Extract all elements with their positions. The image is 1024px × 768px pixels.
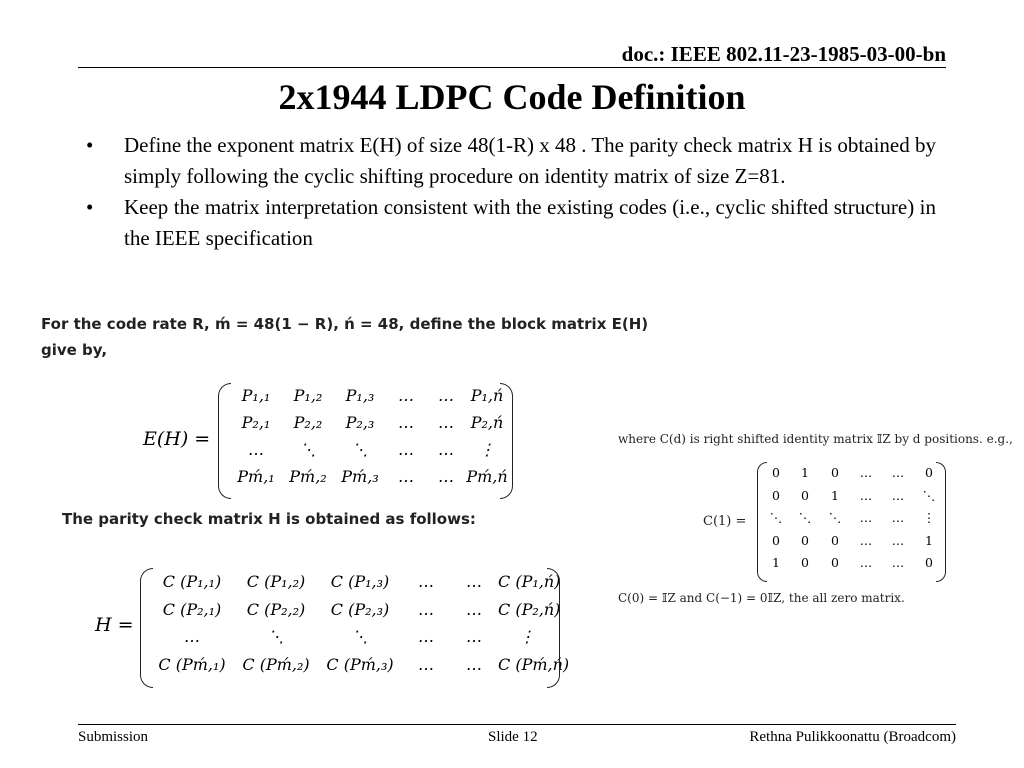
eh-matrix-cell: … <box>398 440 414 459</box>
eh-matrix-cell: Pḿ,ń <box>466 467 508 486</box>
h-matrix-cell: … <box>466 599 482 619</box>
h-matrix-cell: C (Pḿ,₂) <box>242 654 310 674</box>
h-matrix-cell: ⋱ <box>352 627 368 646</box>
eh-lhs: E(H) = <box>143 428 211 450</box>
h-matrix-cell: C (P₂,₂) <box>246 599 306 619</box>
c1-matrix-cell: 0 <box>831 465 839 480</box>
footer-submission: Submission <box>78 729 149 745</box>
h-matrix-cell: C (P₂,₃) <box>330 599 390 619</box>
c1-matrix-cell: … <box>891 465 905 480</box>
parity-text: The parity check matrix H is obtained as follows: <box>62 510 476 528</box>
eh-matrix-cell: … <box>248 440 264 459</box>
header-divider <box>78 67 946 68</box>
document-id: doc.: IEEE 802.11-23-1985-03-00-bn <box>621 42 946 66</box>
h-matrix-cell: … <box>466 572 482 591</box>
eh-matrix-cell: … <box>398 467 414 486</box>
slide-title: 2x1944 LDPC Code Definition <box>278 77 746 117</box>
figure-intro-line2: give by, <box>41 341 108 359</box>
eh-matrix-cell: … <box>438 386 454 405</box>
c1-matrix-cell: … <box>891 532 905 548</box>
eh-matrix-cell: ⋱ <box>300 440 316 459</box>
c1-matrix-cell: 0 <box>925 465 933 480</box>
h-right-bracket <box>547 568 560 688</box>
h-matrix-cell: C (Pḿ,₃) <box>326 654 394 674</box>
eh-matrix-cell: Pḿ,₂ <box>289 467 327 486</box>
h-lhs: H = <box>95 614 134 636</box>
h-matrix-cell: C (P₂,₁) <box>162 599 222 619</box>
c1-matrix-cell: … <box>859 487 873 503</box>
c1-matrix-cell: 1 <box>801 465 809 480</box>
eh-matrix-cell: P₁,ń <box>470 386 504 405</box>
h-matrix-cell: C (P₂,ń) <box>498 599 561 619</box>
footer-divider <box>78 724 956 725</box>
h-matrix-cell: … <box>184 627 200 646</box>
c1-matrix-cell: ⋱ <box>798 510 812 525</box>
h-matrix-cell: … <box>418 627 434 646</box>
h-matrix-cell: ⋮ <box>519 627 535 646</box>
eh-matrix-cell: Pḿ,₃ <box>341 467 379 486</box>
bullet-list <box>86 130 936 254</box>
figure-intro-line1: For the code rate R, ḿ = 48(1 − R), ń = 48, define the block matrix E(H) <box>41 315 649 333</box>
bullet-icon: • <box>86 195 94 219</box>
h-matrix-cell: … <box>466 654 482 674</box>
eh-matrix-cell: … <box>438 467 454 486</box>
eh-matrix-cell: P₂,₃ <box>345 413 375 432</box>
h-matrix <box>150 572 570 682</box>
c1-matrix-cell: … <box>859 465 873 480</box>
c1-matrix-cell: ⋱ <box>769 510 783 525</box>
bullet-icon: • <box>86 133 94 157</box>
c1-matrix-cell: 0 <box>831 532 839 548</box>
eh-matrix-cell: … <box>398 386 414 405</box>
c1-matrix-cell: … <box>891 487 905 503</box>
eh-matrix-cell: P₁,₁ <box>241 386 271 405</box>
bullet-text: Define the exponent matrix E(H) of size 48(1-R) x 48 . The parity check matrix H is obtained by simply following the cyclic shifting procedure on identity matrix of size Z=81. <box>124 133 936 188</box>
c1-matrix-cell: 1 <box>925 532 933 548</box>
c1-matrix-cell: ⋱ <box>828 510 842 525</box>
h-matrix-cell: C (P₁,₃) <box>330 572 390 591</box>
where-text: where C(d) is right shifted identity matrix 𝕀Z by d positions. e.g., <box>618 432 1013 446</box>
c1-matrix-cell: 1 <box>831 487 839 503</box>
c1-matrix-cell: ⋮ <box>922 510 936 525</box>
h-matrix-cell: … <box>418 572 434 591</box>
c0-text: C(0) = 𝕀Z and C(−1) = 0𝕀Z, the all zero matrix. <box>618 591 905 605</box>
h-matrix-cell: C (P₁,₁) <box>162 572 222 591</box>
c1-matrix-cell: 0 <box>772 465 780 480</box>
eh-matrix-cell: Pḿ,₁ <box>237 467 275 486</box>
h-matrix-cell: … <box>418 654 434 674</box>
eh-matrix-cell: P₂,₁ <box>241 413 271 432</box>
c1-matrix-cell: … <box>891 555 905 570</box>
c1-matrix-cell: 0 <box>801 555 809 570</box>
c1-matrix-cell: … <box>859 510 873 525</box>
eh-right-bracket <box>500 383 513 499</box>
c1-lhs: C(1) = <box>703 514 747 529</box>
h-matrix-cell: C (P₁,ń) <box>498 572 561 591</box>
c1-matrix-cell: 0 <box>772 487 780 503</box>
c1-matrix-cell: 0 <box>925 555 933 570</box>
h-matrix-cell: ⋱ <box>268 627 284 646</box>
eh-matrix-cell: P₂,₂ <box>293 413 323 432</box>
c1-matrix-cell: … <box>859 532 873 548</box>
footer-author: Rethna Pulikkoonattu (Broadcom) <box>749 729 956 745</box>
h-matrix-cell: … <box>466 627 482 646</box>
eh-matrix <box>230 386 508 494</box>
c1-matrix-cell: 0 <box>831 555 839 570</box>
bullet-item <box>86 130 936 192</box>
eh-matrix-cell: ⋮ <box>479 440 495 459</box>
h-matrix-cell: … <box>418 599 434 619</box>
c1-matrix-cell: ⋱ <box>922 487 936 503</box>
c1-matrix <box>762 465 944 578</box>
eh-matrix-cell: … <box>398 413 414 432</box>
eh-matrix-cell: P₁,₂ <box>293 386 323 405</box>
eh-matrix-cell: … <box>438 413 454 432</box>
h-matrix-cell: C (Pḿ,ń) <box>498 654 570 674</box>
c1-matrix-cell: 1 <box>772 555 780 570</box>
c1-matrix-cell: 0 <box>801 487 809 503</box>
c1-matrix-cell: 0 <box>772 532 780 548</box>
c1-matrix-cell: … <box>891 510 905 525</box>
bullet-item <box>86 192 936 254</box>
eh-matrix-cell: … <box>438 440 454 459</box>
footer-slide-number: Slide 12 <box>488 729 538 745</box>
bullet-text: Keep the matrix interpretation consistent with the existing codes (i.e., cyclic shifted structure) in the IEEE specification <box>124 195 936 250</box>
h-matrix-cell: C (P₁,₂) <box>246 572 306 591</box>
eh-matrix-cell: P₁,₃ <box>345 386 375 405</box>
c1-matrix-cell: 0 <box>801 532 809 548</box>
h-matrix-cell: C (Pḿ,₁) <box>158 654 226 674</box>
eh-matrix-cell: P₂,ń <box>470 413 504 432</box>
eh-matrix-cell: ⋱ <box>352 440 368 459</box>
c1-matrix-cell: … <box>859 555 873 570</box>
c1-right-bracket <box>936 462 946 582</box>
